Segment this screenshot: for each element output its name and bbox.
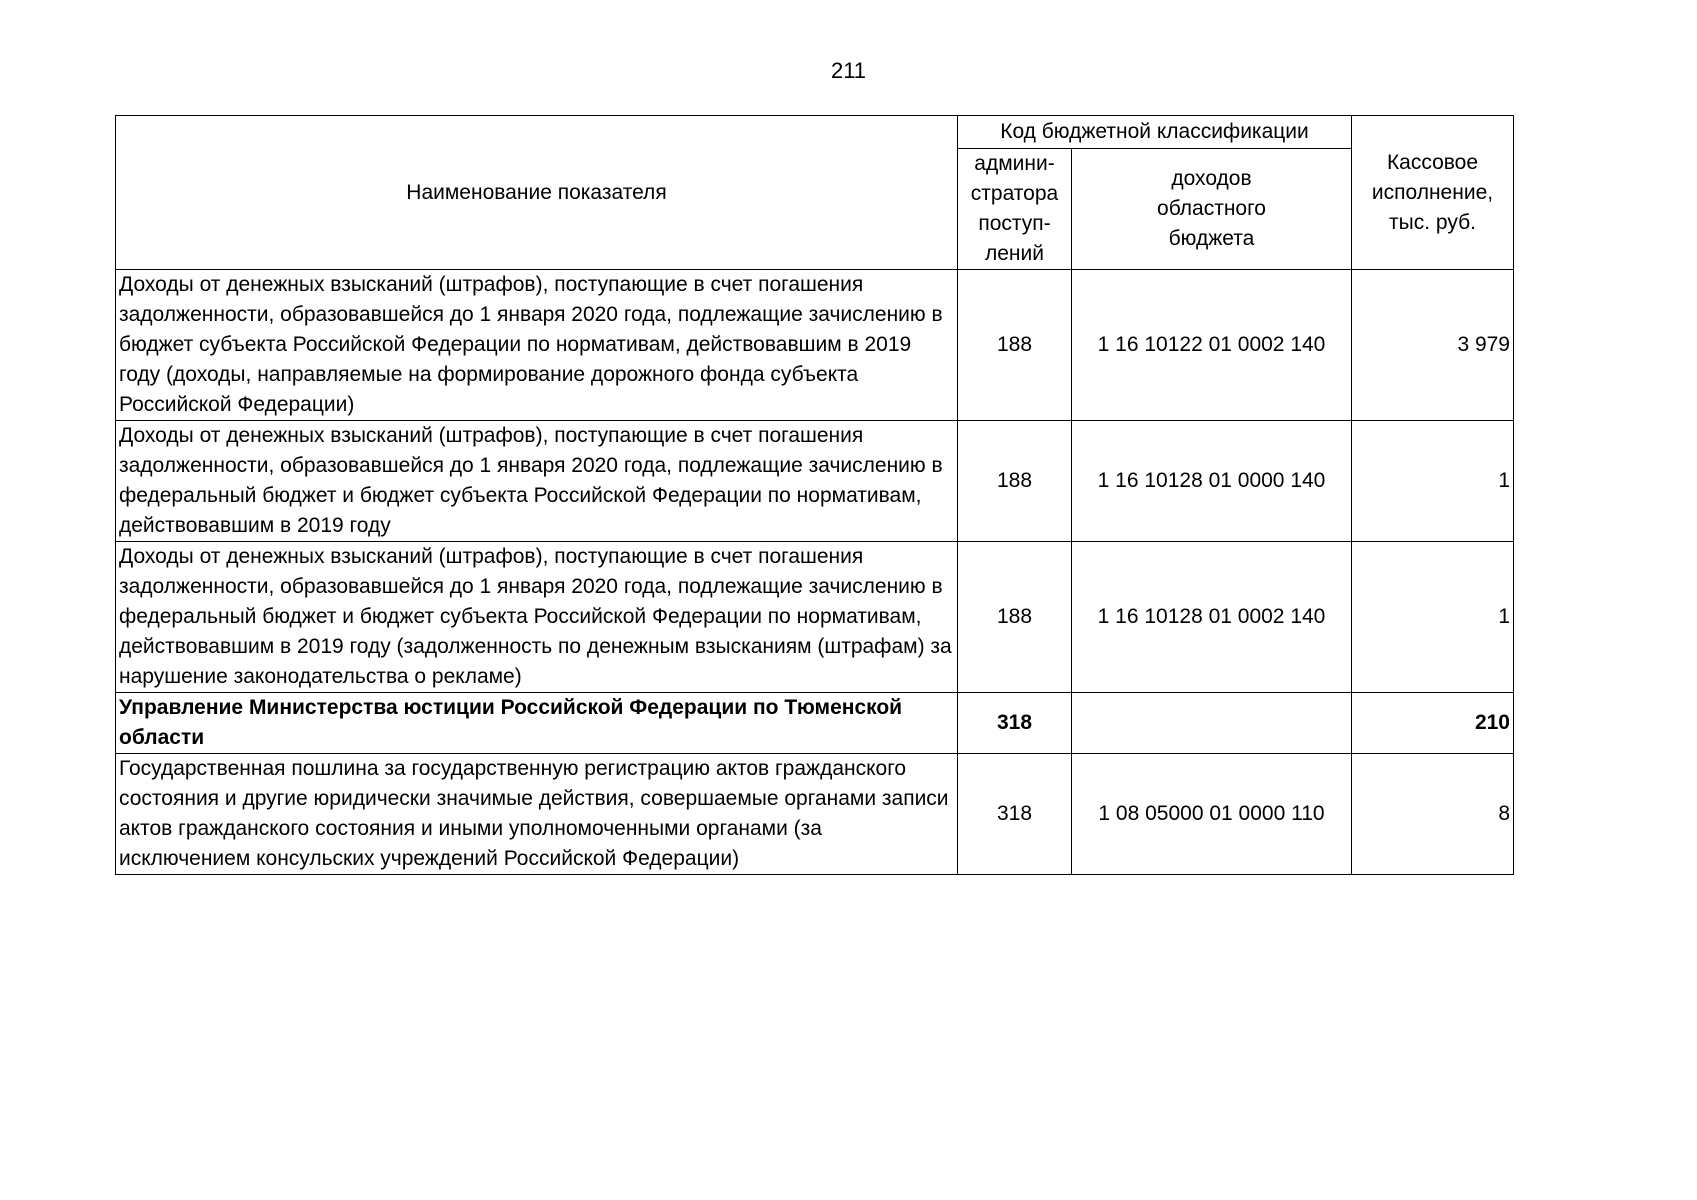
row-income-code: 1 16 10122 01 0002 140	[1072, 270, 1352, 421]
page-number: 211	[830, 58, 867, 83]
row-income-code	[1072, 693, 1352, 754]
row-amount: 1	[1352, 542, 1514, 693]
header-name-label: Наименование показателя	[406, 180, 667, 204]
header-income	[1072, 149, 1352, 270]
row-amount: 1	[1352, 421, 1514, 542]
row-income-code: 1 08 05000 01 0000 110	[1072, 754, 1352, 875]
table-body	[116, 270, 1514, 875]
row-admin-code: 188	[958, 421, 1072, 542]
row-amount: 210	[1352, 693, 1514, 754]
row-income-code: 1 16 10128 01 0002 140	[1072, 542, 1352, 693]
header-budget-code-label: Код бюджетной классификации	[1000, 120, 1309, 143]
header-admin	[958, 149, 1072, 270]
row-amount: 3 979	[1352, 270, 1514, 421]
budget-table	[115, 115, 1514, 875]
header-cash-label: Кассовое исполнение, тыс. руб.	[1371, 150, 1494, 234]
table-row	[116, 693, 1514, 754]
header-income-label: доходов областного бюджета	[1157, 167, 1266, 250]
header-cash	[1352, 116, 1514, 270]
header-admin-label: админи- стратора поступ- лений	[970, 152, 1059, 265]
row-amount: 8	[1352, 754, 1514, 875]
row-admin-code: 318	[958, 693, 1072, 754]
row-name: Доходы от денежных взысканий (штрафов), поступающие в счет погашения задолженности, образовавшейся до 1 января 2020 года, подлежащие зачислению в бюджет субъекта Российской Федерации по нормативам, действовавшим в 2019 году (доходы, направляемые на формирование дорожного фонда субъекта Российской Федерации)	[116, 270, 958, 421]
table-row	[116, 421, 1514, 542]
header-name	[116, 116, 958, 270]
table-header	[116, 116, 1514, 270]
header-budget-code	[958, 116, 1352, 149]
row-name: Государственная пошлина за государственную регистрацию актов гражданского состояния и другие юридически значимые действия, совершаемые органами записи актов гражданского состояния и иными уполномоченными органами (за исключением консульских учреждений Российской Федерации)	[116, 754, 958, 875]
row-income-code: 1 16 10128 01 0000 140	[1072, 421, 1352, 542]
row-name: Доходы от денежных взысканий (штрафов), поступающие в счет погашения задолженности, образовавшейся до 1 января 2020 года, подлежащие зачислению в федеральный бюджет и бюджет субъекта Российской Федерации по нормативам, действовавшим в 2019 году	[116, 421, 958, 542]
table-row	[116, 270, 1514, 421]
table-row	[116, 754, 1514, 875]
row-admin-code: 318	[958, 754, 1072, 875]
row-admin-code: 188	[958, 270, 1072, 421]
row-name: Доходы от денежных взысканий (штрафов), поступающие в счет погашения задолженности, образовавшейся до 1 января 2020 года, подлежащие зачислению в федеральный бюджет и бюджет субъекта Российской Федерации по нормативам, действовавшим в 2019 году (задолженность по денежным взысканиям (штрафам) за нарушение законодательства о рекламе)	[116, 542, 958, 693]
row-admin-code: 188	[958, 542, 1072, 693]
row-name: Управление Министерства юстиции Российской Федерации по Тюменской области	[116, 693, 958, 754]
table-row	[116, 542, 1514, 693]
